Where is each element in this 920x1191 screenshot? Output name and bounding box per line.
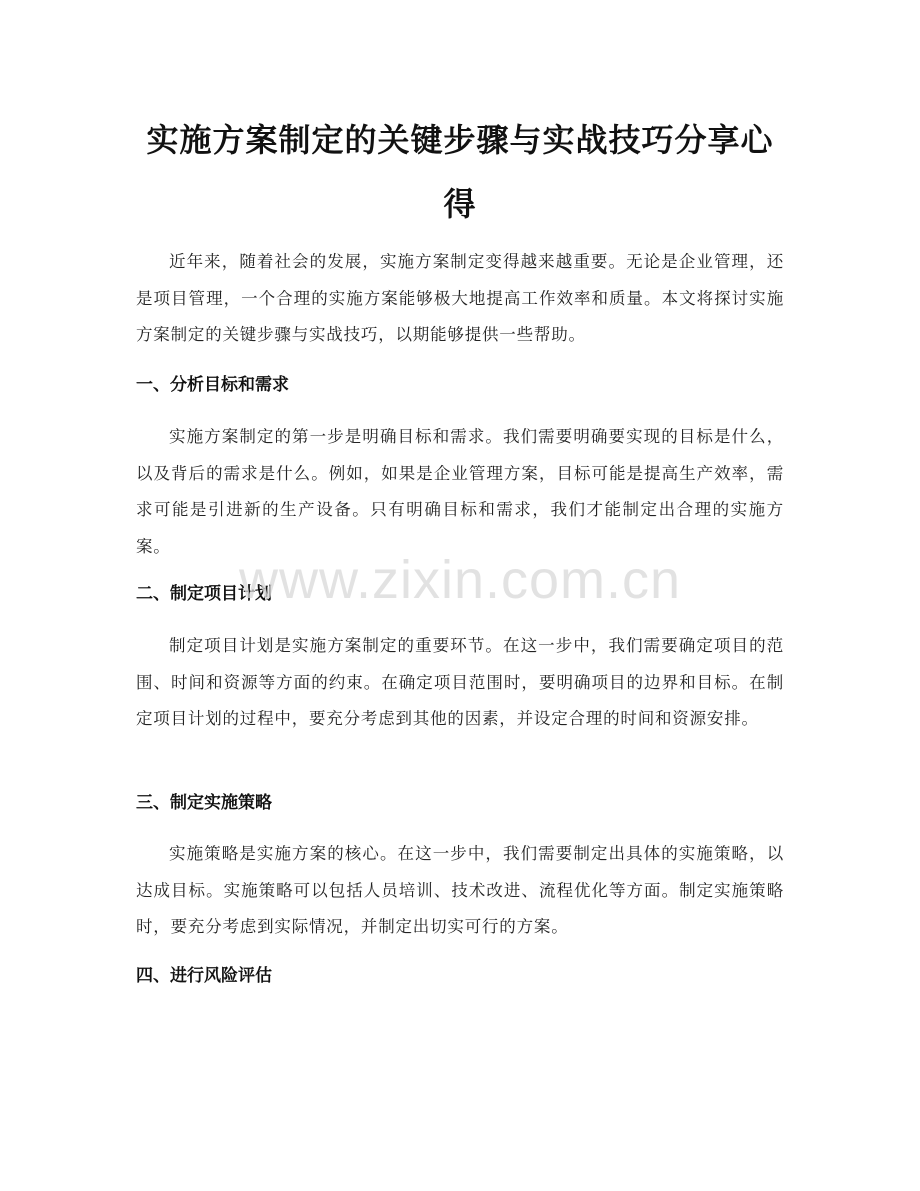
section-body-2: 制定项目计划是实施方案制定的重要环节。在这一步中，我们需要确定项目的范围、时间和资源等方面的约束。在确定项目范围时，要明确项目的边界和目标。在制定项目计划的过程中，要充分考虑到其他的因素，并设定合理的时间和资源安排。 [136,636,784,728]
watermark-text: www.zixin.com.cn [238,550,682,610]
document-title: 实施方案制定的关键步骤与实战技巧分享心得 [146,121,774,223]
section-body-3: 实施策略是实施方案的核心。在这一步中，我们需要制定出具体的实施策略，以达成目标。实施策略可以包括人员培训、技术改进、流程优化等方面。制定实施策略时，要充分考虑到实际情况，并制定出切实可行的方案。 [136,844,784,936]
section-heading-4: 四、进行风险评估 [136,966,272,986]
intro-paragraph: 近年来，随着社会的发展，实施方案制定变得越来越重要。无论是企业管理，还是项目管理，一个合理的实施方案能够极大地提高工作效率和质量。本文将探讨实施方案制定的关键步骤与实战技巧，以期能够提供一些帮助。 [136,252,784,344]
section-heading-1: 一、分析目标和需求 [136,375,289,395]
section-body-1: 实施方案制定的第一步是明确目标和需求。我们需要明确要实现的目标是什么，以及背后的需求是什么。例如，如果是企业管理方案，目标可能是提高生产效率，需求可能是引进新的生产设备。只有明确目标和需求，我们才能制定出合理的实施方案。 [136,427,784,556]
section-heading-3: 三、制定实施策略 [136,793,272,813]
section-heading-2: 二、制定项目计划 [136,584,272,604]
